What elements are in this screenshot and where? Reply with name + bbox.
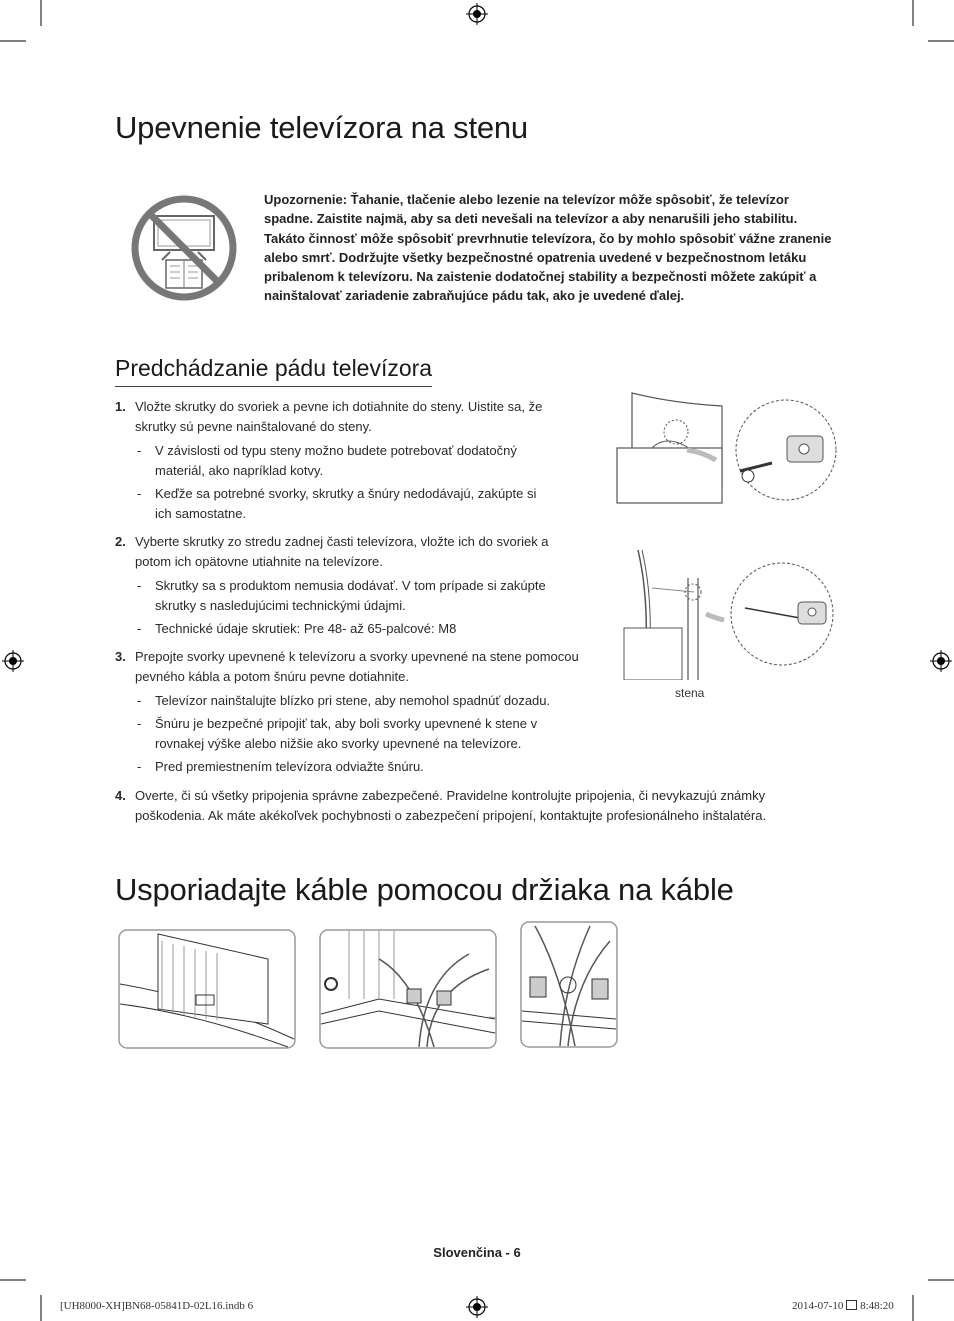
list-item <box>115 786 835 825</box>
sub-item-text: Skrutky sa s produktom nemusia dodávať. V tom prípade si zakúpte skrutky s nasledujúcimi technickými údajmi. <box>155 578 546 613</box>
steps-list <box>115 397 585 777</box>
slug-time-icon <box>846 1300 857 1310</box>
step-number: 1. <box>115 399 126 414</box>
slug-date: 2014-07-10 <box>792 1300 847 1312</box>
step-text: Vyberte skrutky zo stredu zadnej časti televízora, vložte ich do svoriek a potom ich opätovne utiahnite na televízore. <box>135 534 549 569</box>
dash-bullet: - <box>137 716 142 731</box>
registration-mark-left <box>2 650 24 672</box>
list-item <box>115 619 585 639</box>
cable-holder-illustration-1 <box>118 929 296 1049</box>
list-item <box>115 484 585 523</box>
list-item <box>115 532 585 571</box>
section-heading-fall-prevention: Predchádzanie pádu televízora <box>115 355 432 387</box>
dash-bullet: - <box>137 693 142 708</box>
warning-paragraph: Upozornenie: Ťahanie, tlačenie alebo lezenie na televízor môže spôsobiť, že televízor spadne. Zaistite najmä, aby sa deti nevešali na televízor a aby nenarušili jeho stabilitu. Takáto činnosť môže spôsobiť prevrhnutie televízora, čo by mohlo spôsobiť vážne zranenie alebo smrť. Dodržujte všetky bezpečnostné opatrenia uvedené v bezpečnostnom letáku pribalenom k televízoru. Na zaistenie dodatočnej stability a bezpečnosti môžete zakúpiť a nainštalovať zariadenie zabraňujúce pádu tak, ako je uvedené ďalej. <box>264 192 832 304</box>
cable-holder-illustration-2 <box>319 929 497 1049</box>
registration-mark-bottom <box>466 1296 488 1318</box>
sub-item-text: Keďže sa potrebné svorky, skrutky a šnúry nedodávajú, zakúpte si ich samostatne. <box>155 486 537 521</box>
page-footer: Slovenčina - 6 <box>433 1245 521 1260</box>
step-number: 3. <box>115 649 126 664</box>
tv-wall-cord-illustration <box>620 548 838 680</box>
sub-item-text: Televízor nainštalujte blízko pri stene, aby nemohol spadnúť dozadu. <box>155 693 551 708</box>
print-slug-date <box>792 1300 894 1312</box>
slug-time: 8:48:20 <box>860 1300 894 1312</box>
wall-caption: stena <box>675 686 705 700</box>
sub-item-text: Technické údaje skrutiek: Pre 48- až 65-palcové: M8 <box>155 621 457 636</box>
sub-item-text: Šnúru je bezpečné pripojiť tak, aby boli svorky upevnené k stene v rovnakej výške alebo nižšie ako svorky upevnené na televízore. <box>155 716 538 751</box>
dash-bullet: - <box>137 443 142 458</box>
step-text: Overte, či sú všetky pripojenia správne zabezpečené. Pravidelne kontrolujte pripojenia, či nevykazujú známky poškodenia. Ak máte akékoľvek pochybnosti o zabezpečení pripojení, kontaktujte profesionálneho inštalatéra. <box>135 788 767 823</box>
cable-holder-illustration-3 <box>520 921 618 1048</box>
step-text: Prepojte svorky upevnené k televízoru a svorky upevnené na stene pomocou pevného kábla a potom šnúru pevne dotiahnite. <box>135 649 579 684</box>
registration-mark-right <box>930 650 952 672</box>
sub-item-text: Pred premiestnením televízora odviažte šnúru. <box>155 759 424 774</box>
list-item <box>115 441 585 480</box>
sub-item-text: V závislosti od typu steny možno budete potrebovať dodatočný materiál, ako napríklad kotvy. <box>155 443 517 478</box>
page-title-wall-mount: Upevnenie televízora na stenu <box>115 110 528 145</box>
dash-bullet: - <box>137 759 142 774</box>
tv-bracket-illustration <box>612 388 838 516</box>
step-number: 4. <box>115 788 126 803</box>
no-climbing-warning-icon <box>130 194 238 302</box>
section-title-cable-holder: Usporiadajte káble pomocou držiaka na káble <box>115 872 734 907</box>
dash-bullet: - <box>137 621 142 636</box>
dash-bullet: - <box>137 486 142 501</box>
step-text: Vložte skrutky do svoriek a pevne ich dotiahnite do steny. Uistite sa, že skrutky sú pevne nainštalované do steny. <box>135 399 543 434</box>
list-item <box>115 757 585 777</box>
dash-bullet: - <box>137 578 142 593</box>
list-item <box>115 397 585 436</box>
list-item <box>115 576 585 615</box>
list-item <box>115 691 585 711</box>
registration-mark-top <box>466 3 488 25</box>
print-slug-file: [UH8000-XH]BN68-05841D-02L16.indb 6 <box>60 1300 254 1312</box>
list-item <box>115 714 585 753</box>
step-number: 2. <box>115 534 126 549</box>
list-item <box>115 647 585 686</box>
